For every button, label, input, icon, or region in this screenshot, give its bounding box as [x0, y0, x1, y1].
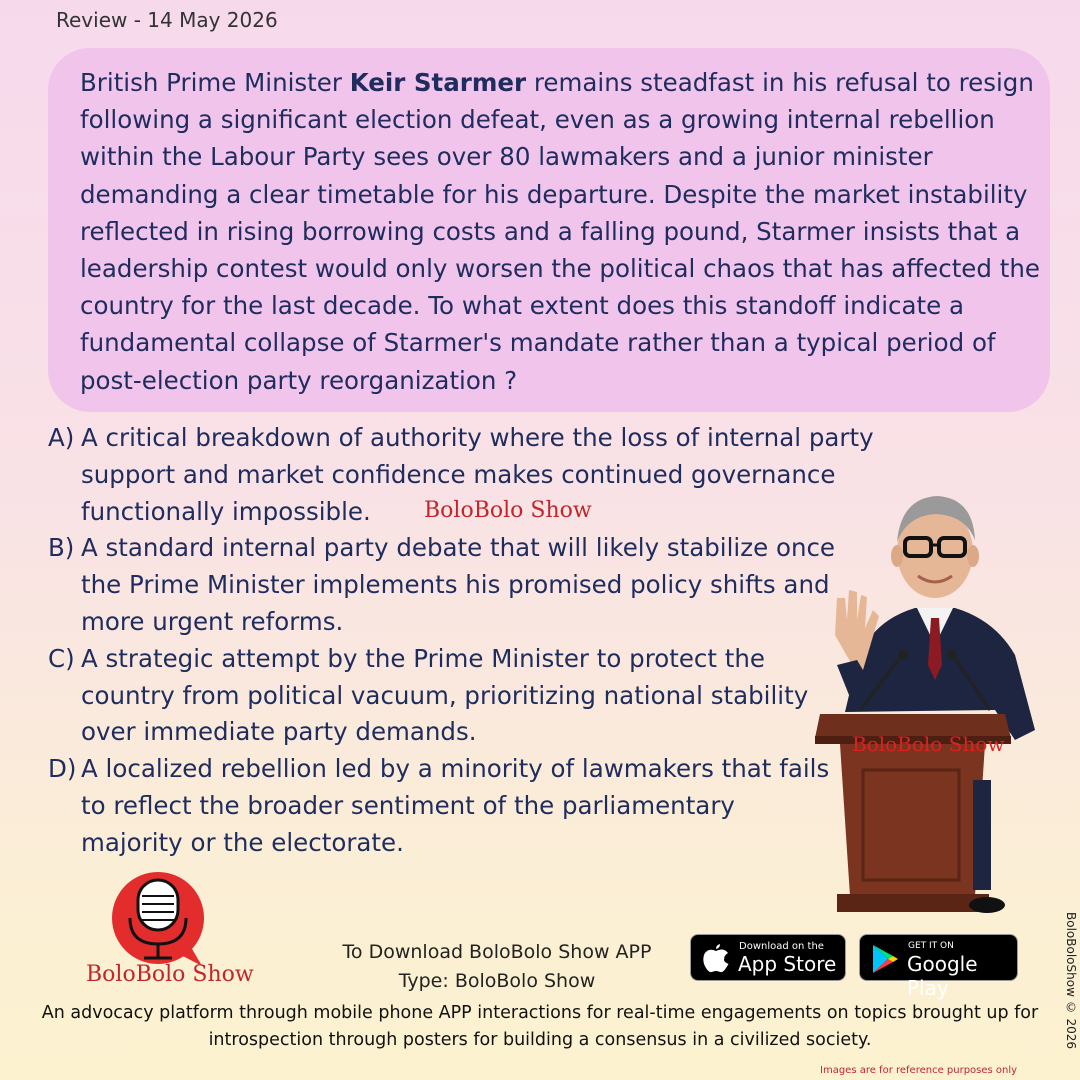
brand-watermark: BoloBolo Show: [424, 498, 592, 523]
option-d[interactable]: [48, 751, 841, 861]
logo-brand-text: BoloBolo Show: [86, 962, 254, 987]
app-store-big-text: App Store: [738, 952, 837, 976]
option-b[interactable]: [48, 530, 841, 640]
download-instructions: [320, 938, 674, 996]
politician-podium-illustration: [815, 480, 1047, 920]
question-person-name: Keir Starmer: [349, 68, 527, 97]
question-text-end: remains steadfast in his refusal to resign following a significant election defeat, even as a growing internal rebellion within the Labour Party sees over 80 lawmakers and a junior minister demanding a clear timetable for his departure. Despite the market instability reflected in rising borrowing costs and a falling pound, Starmer insists that a leadership contest would only worsen the political chaos that has affected the country for the last decade. To what extent does this standoff indicate a fundamental collapse of Starmer's mandate rather than a typical period of post-election party reorganization ?: [80, 68, 1040, 395]
option-text: A standard internal party debate that will likely stabilize once the Prime Minister implements his promised policy shifts and more urgent reforms.: [81, 533, 836, 636]
app-store-button[interactable]: [690, 934, 846, 981]
question-box: [48, 48, 1050, 412]
apple-icon: [703, 944, 729, 974]
option-letter: B): [48, 533, 75, 563]
google-play-icon: [871, 944, 899, 974]
option-c[interactable]: [48, 641, 841, 751]
option-text: A localized rebellion led by a minority of lawmakers that fails to reflect the broader sentiment of the parliamentary majority or the electorate.: [81, 754, 830, 857]
app-store-small-text: Download on the: [739, 941, 824, 952]
image-disclaimer: Images are for reference purposes only: [820, 1065, 1018, 1076]
answer-options: [48, 420, 948, 862]
footer-mission-statement: An advocacy platform through mobile phone APP interactions for real-time engagements on topics brought up for introspection through posters for building a consensus in a civilized society.: [41, 1003, 1039, 1050]
option-text: A critical breakdown of authority where the loss of internal party support and market confidence makes continued governance functionally impossible.: [81, 423, 874, 526]
copyright-notice: BoloBoloShow © 2026: [1064, 912, 1078, 1050]
option-letter: D): [48, 754, 77, 784]
download-line-1: To Download BoloBolo Show APP: [342, 941, 652, 963]
google-play-button[interactable]: [859, 934, 1018, 1000]
download-line-2: Type: BoloBolo Show: [398, 970, 596, 992]
option-letter: A): [48, 423, 75, 452]
question-text-start: British Prime Minister: [80, 68, 350, 97]
google-play-small-text: GET IT ON: [908, 941, 954, 951]
podium-brand-label: BoloBolo Show: [852, 732, 1005, 756]
google-play-big-text: Google Play: [907, 952, 978, 1000]
option-letter: C): [48, 643, 75, 673]
option-text: A strategic attempt by the Prime Minister to protect the country from political vacuum, prioritizing national stability over immediate party demands.: [81, 643, 809, 747]
review-date: Review - 14 May 2026: [56, 8, 278, 32]
